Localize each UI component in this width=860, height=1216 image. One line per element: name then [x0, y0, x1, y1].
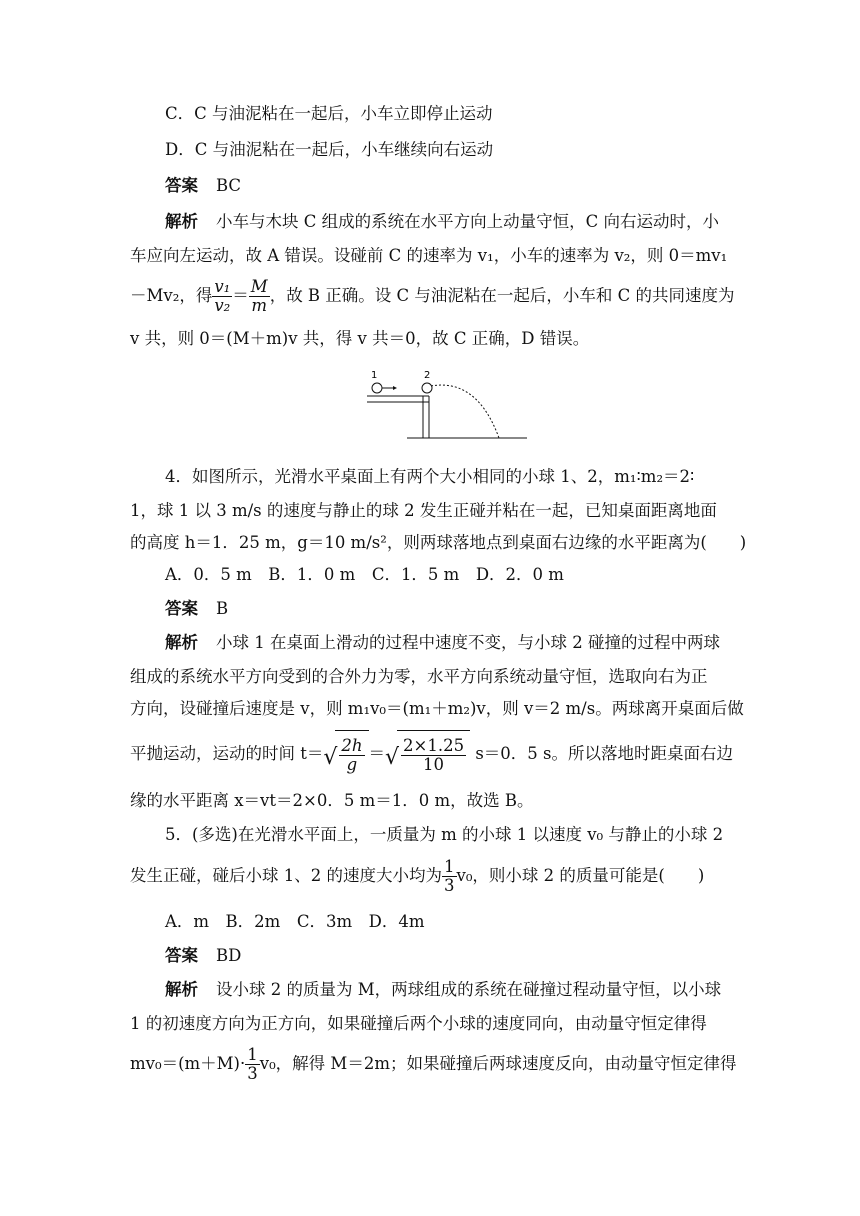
text-segment: v₀，解得 M＝2m；如果碰撞后两球速度反向，由动量守恒定律得 — [259, 1054, 737, 1073]
text-segment: －Mv₂，得 — [130, 286, 213, 305]
explanation-5-line2: 1 的初速度方向为正方向，如果碰撞后两个小球的速度同向，由动量守恒定律得 — [130, 1014, 707, 1033]
equals-sign: ＝ — [368, 744, 386, 763]
fraction — [339, 737, 364, 774]
explanation-text: 小球 1 在桌面上滑动的过程中速度不变，与小球 2 碰撞的过程中两球 — [216, 633, 720, 652]
answer-label: 答案 — [165, 176, 198, 195]
question-4-options: A．0．5 m B．1．0 m C．1．5 m D．2．0 m — [165, 565, 564, 584]
fraction — [245, 1046, 260, 1083]
fraction-numerator: 1 — [247, 1045, 258, 1064]
explanation-4-line2: 组成的系统水平方向受到的合外力为零，水平方向系统动量守恒，选取向右为正 — [130, 667, 708, 686]
question-5-line2 — [130, 854, 730, 898]
equals-sign: ＝ — [232, 286, 249, 305]
explanation-3-line4: v 共，则 0＝(M＋m)v 共，得 v 共＝0，故 C 正确，D 错误。 — [130, 329, 590, 348]
question-4-line1: 4．如图所示，光滑水平桌面上有两个大小相同的小球 1、2，m₁∶m₂＝2∶ — [165, 467, 695, 486]
fraction — [401, 737, 466, 774]
ball-1 — [372, 383, 382, 393]
fraction — [442, 858, 457, 895]
question-4-line2: 1，球 1 以 3 m/s 的速度与静止的球 2 发生正碰并粘在一起，已知桌面距离地面 — [130, 501, 717, 520]
explanation-3-line2: 车应向左运动，故 A 错误。设碰前 C 的速率为 v₁，小车的速率为 v₂，则 0＝mv₁ — [130, 246, 728, 265]
text-segment: ，故 B 正确。设 C 与油泥粘在一起后，小车和 C 的共同速度为 — [269, 286, 735, 305]
text-segment: s＝0．5 s。所以落地时距桌面右边 — [470, 744, 733, 763]
fraction — [212, 278, 232, 315]
answer-value: BC — [216, 176, 242, 195]
radical-icon: √ — [385, 745, 400, 770]
fraction-denominator: g — [346, 755, 358, 774]
question-5-line1: 5．(多选)在光滑水平面上，一质量为 m 的小球 1 以速度 v₀ 与静止的小球 2 — [165, 825, 724, 844]
explanation-5-line3 — [130, 1042, 737, 1086]
question-5-options: A．m B．2m C．3m D．4m — [165, 912, 425, 931]
text-segment: mv₀＝(m＋M)· — [130, 1054, 246, 1073]
explanation-3-line3 — [130, 276, 735, 316]
explanation-5-line1 — [165, 978, 765, 1002]
table-balls-figure — [367, 368, 527, 443]
text-segment: 发生正碰，碰后小球 1、2 的速度大小均为 — [130, 866, 442, 885]
explanation-text: 小车与木块 C 组成的系统在水平方向上动量守恒，C 向右运动时，小 — [216, 212, 719, 231]
radical-icon: √ — [323, 745, 338, 770]
explanation-3-line1 — [165, 210, 765, 234]
trajectory-curve — [431, 385, 499, 438]
text-segment: v₀，则小球 2 的质量可能是( ) — [456, 866, 705, 885]
option-c-text: C．C 与油泥粘在一起后，小车立即停止运动 — [165, 104, 493, 123]
answer-4 — [165, 597, 765, 621]
fraction-numerator: 1 — [444, 857, 455, 876]
ball-2 — [422, 383, 432, 393]
answer-5 — [165, 944, 765, 968]
explanation-4-line1 — [165, 631, 765, 655]
answer-label: 答案 — [165, 946, 198, 965]
answer-value: B — [216, 599, 229, 618]
explanation-label: 解析 — [165, 212, 198, 231]
square-root — [385, 730, 470, 779]
ball-2-label: 2 — [424, 370, 431, 381]
answer-label: 答案 — [165, 599, 198, 618]
fraction — [249, 278, 270, 315]
fraction-denominator: 10 — [423, 755, 445, 774]
fraction-denominator: 3 — [247, 1064, 258, 1083]
fraction-numerator: v₁ — [214, 277, 231, 296]
square-root — [323, 730, 368, 779]
option-d-text: D．C 与油泥粘在一起后，小车继续向右运动 — [165, 140, 494, 159]
answer-value: BD — [216, 946, 242, 965]
fraction-denominator: 3 — [444, 876, 455, 895]
fraction-numerator: 2×1.25 — [403, 736, 465, 755]
fraction-numerator: 2h — [341, 736, 363, 755]
explanation-label: 解析 — [165, 980, 198, 999]
fraction-numerator: M — [250, 277, 268, 296]
explanation-4-line4 — [130, 730, 733, 779]
question-4-line3: 的高度 h＝1．25 m，g＝10 m/s²，则两球落地点到桌面右边缘的水平距离为( ) — [130, 533, 747, 552]
explanation-text: 设小球 2 的质量为 M，两球组成的系统在碰撞过程动量守恒，以小球 — [216, 980, 722, 999]
ball-1-label: 1 — [371, 370, 378, 381]
fraction-denominator: m — [251, 296, 268, 315]
explanation-4-line3: 方向，设碰撞后速度是 v，则 m₁v₀＝(m₁＋m₂)v，则 v＝2 m/s。两球离开桌面后做 — [130, 699, 744, 718]
answer-3 — [165, 174, 765, 198]
explanation-4-line5: 缘的水平距离 x＝vt＝2×0．5 m＝1．0 m，故选 B。 — [130, 791, 534, 810]
text-segment: 平抛运动，运动的时间 t＝ — [130, 744, 324, 763]
explanation-label: 解析 — [165, 633, 198, 652]
fraction-denominator: v₂ — [214, 296, 231, 315]
arrow-head-icon — [393, 386, 397, 390]
